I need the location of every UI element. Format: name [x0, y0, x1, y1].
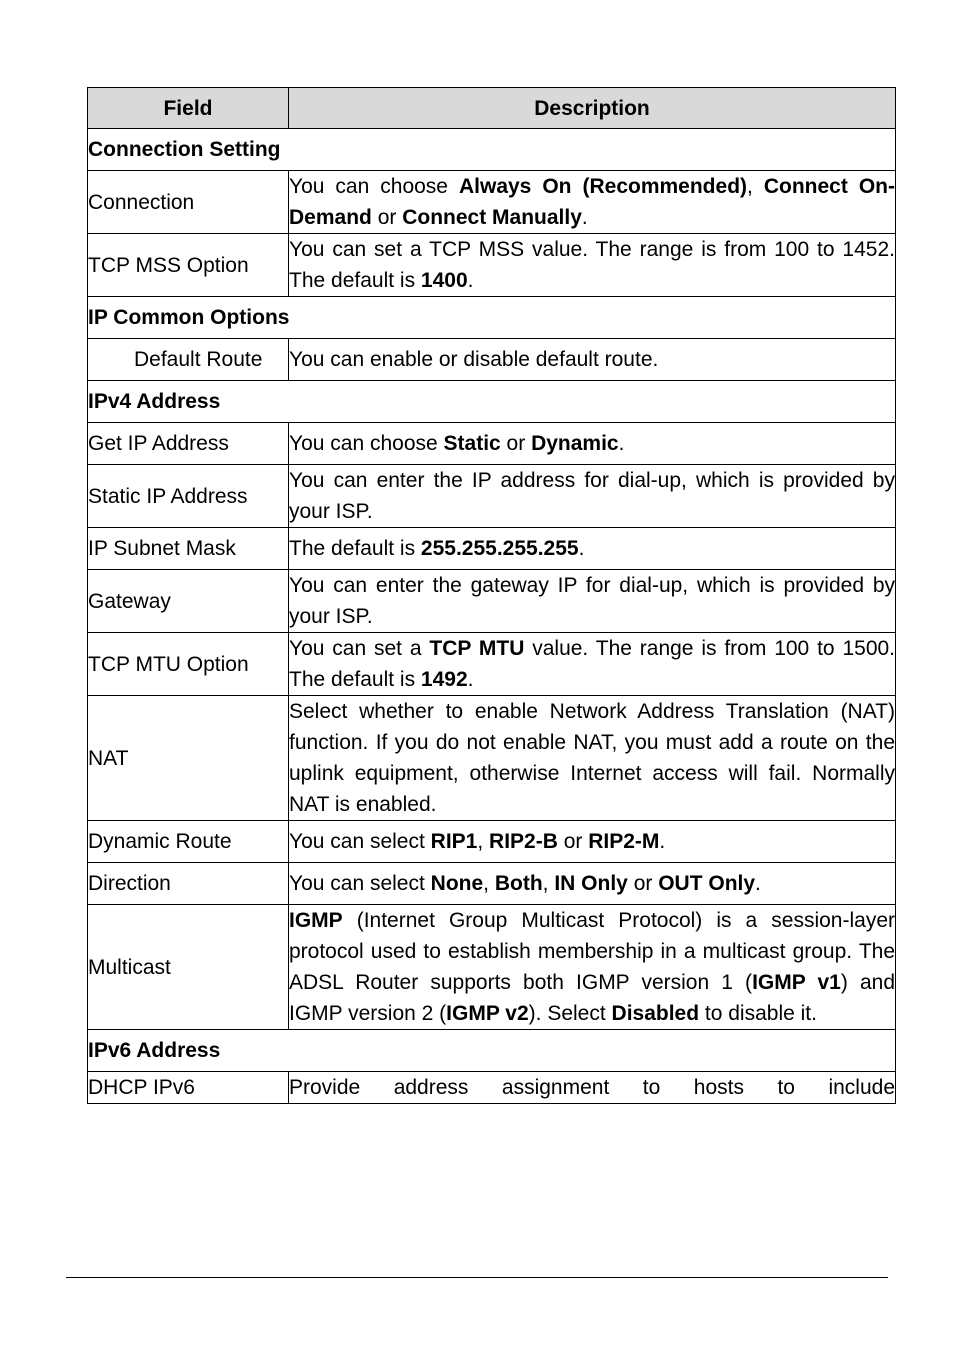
table-row-tcp-mtu — [88, 633, 896, 696]
field-cell: Default Route — [88, 339, 289, 381]
field-cell: Direction — [88, 863, 289, 905]
table-row-ip-subnet-mask — [88, 528, 896, 570]
field-cell: DHCP IPv6 — [88, 1072, 289, 1104]
section-title: IPv6 Address — [88, 1030, 896, 1072]
table-row-tcp-mss — [88, 234, 896, 297]
description-cell: You can choose Always On (Recommended), Connect On-Demand or Connect Manually. — [289, 171, 896, 234]
table-header-row — [88, 88, 896, 129]
table-row-gateway — [88, 570, 896, 633]
field-cell: Gateway — [88, 570, 289, 633]
section-row-ip-common-options — [88, 297, 896, 339]
table-row-nat — [88, 696, 896, 821]
section-row-connection-setting — [88, 129, 896, 171]
section-title: Connection Setting — [88, 129, 896, 171]
table-row-get-ip-address — [88, 423, 896, 465]
description-cell: You can select RIP1, RIP2-B or RIP2-M. — [289, 821, 896, 863]
table-row-connection — [88, 171, 896, 234]
field-cell: TCP MTU Option — [88, 633, 289, 696]
footer-rule — [66, 1277, 888, 1278]
section-title: IPv4 Address — [88, 381, 896, 423]
description-cell: Select whether to enable Network Address Translation (NAT) function. If you do not enable NAT, you must add a route on the uplink equipment, otherwise Internet access will fail. Normally NAT is enabled. — [289, 696, 896, 821]
description-cell: You can enter the IP address for dial-up, which is provided by your ISP. — [289, 465, 896, 528]
table-row-multicast — [88, 905, 896, 1030]
table-row-default-route — [88, 339, 896, 381]
section-row-ipv4-address — [88, 381, 896, 423]
settings-table — [87, 87, 896, 1104]
field-cell: Multicast — [88, 905, 289, 1030]
description-cell: You can choose Static or Dynamic. — [289, 423, 896, 465]
section-row-ipv6-address — [88, 1030, 896, 1072]
field-cell: NAT — [88, 696, 289, 821]
description-cell: You can enter the gateway IP for dial-up, which is provided by your ISP. — [289, 570, 896, 633]
description-cell: The default is 255.255.255.255. — [289, 528, 896, 570]
description-cell: You can set a TCP MTU value. The range is from 100 to 1500. The default is 1492. — [289, 633, 896, 696]
description-cell: Provide address assignment to hosts to include — [289, 1072, 896, 1104]
field-cell: IP Subnet Mask — [88, 528, 289, 570]
field-cell: TCP MSS Option — [88, 234, 289, 297]
field-cell: Connection — [88, 171, 289, 234]
description-cell: You can set a TCP MSS value. The range is from 100 to 1452. The default is 1400. — [289, 234, 896, 297]
field-cell: Get IP Address — [88, 423, 289, 465]
description-cell: You can select None, Both, IN Only or OUT Only. — [289, 863, 896, 905]
field-cell: Dynamic Route — [88, 821, 289, 863]
description-cell: IGMP (Internet Group Multicast Protocol) is a session-layer protocol used to establish membership in a multicast group. The ADSL Router supports both IGMP version 1 (IGMP v1) and IGMP version 2 (IGMP v2). Select Disabled to disable it. — [289, 905, 896, 1030]
description-cell: You can enable or disable default route. — [289, 339, 896, 381]
table-row-direction — [88, 863, 896, 905]
table-row-dynamic-route — [88, 821, 896, 863]
header-field: Field — [88, 88, 289, 129]
field-cell: Static IP Address — [88, 465, 289, 528]
table-row-static-ip-address — [88, 465, 896, 528]
table-row-dhcp-ipv6 — [88, 1072, 896, 1104]
header-description: Description — [289, 88, 896, 129]
section-title: IP Common Options — [88, 297, 896, 339]
